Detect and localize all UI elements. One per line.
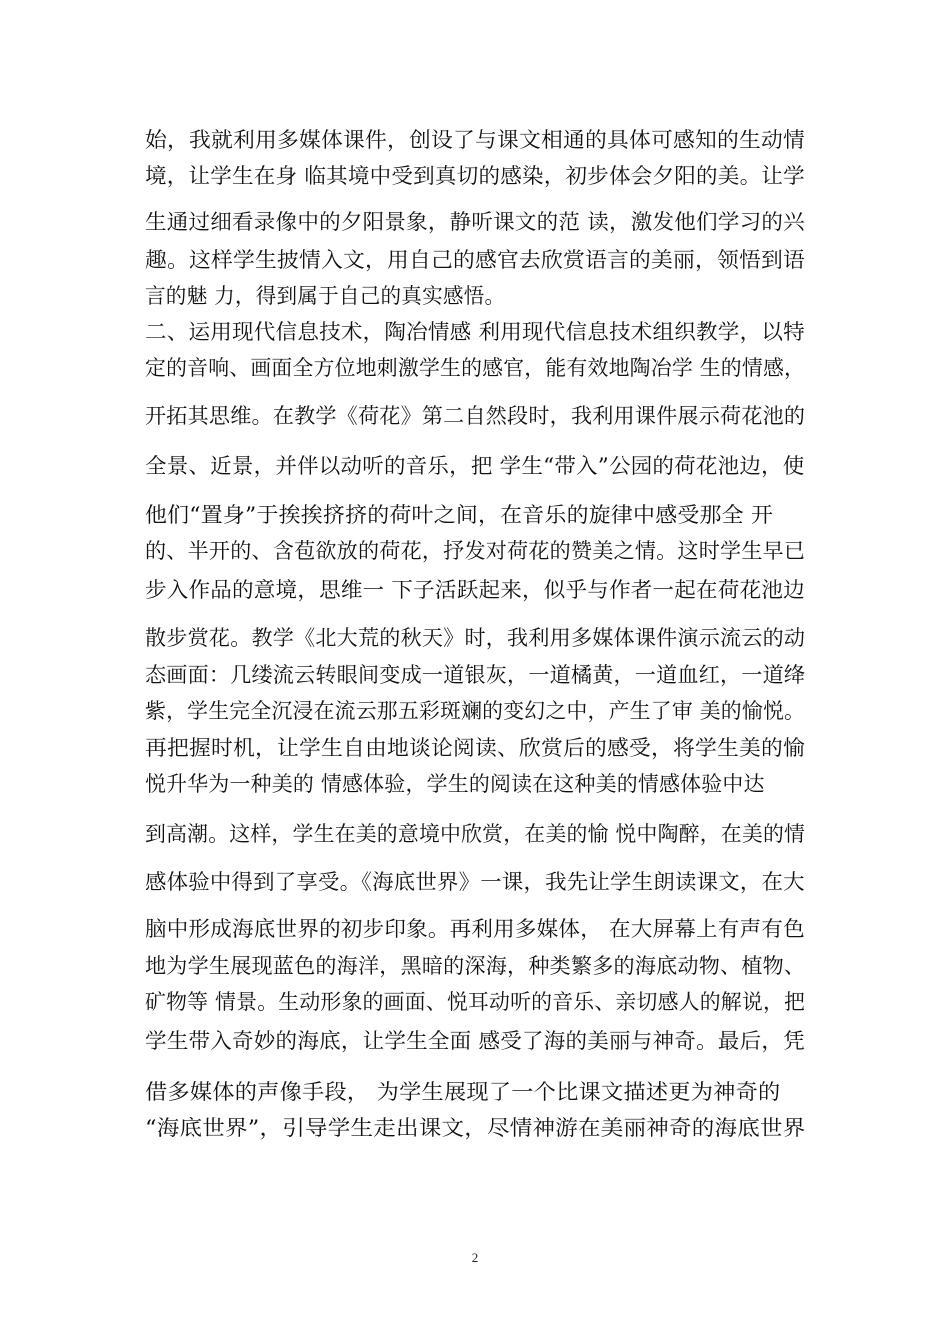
text-line: 全景、近景，并伴以动听的音乐，把 学生“带入”公园的荷花池边，使 [145, 454, 805, 478]
text-line: 始，我就利用多媒体课件，创设了与课文相通的具体可感知的生动情 [145, 128, 805, 152]
text-line: 感体验中得到了享受。《海底世界》一课，我先让学生朗读课文，在大 [145, 870, 805, 894]
text-line: 态画面：几缕流云转眼间变成一道银灰，一道橘黄，一道血红，一道绛 [145, 663, 806, 687]
text-line: 二、运用现代信息技术，陶冶情感 利用现代信息技术组织教学，以特 [145, 320, 805, 344]
text-line: 步入作品的意境，思维一 下子活跃起来，似乎与作者一起在荷花池边 [145, 578, 805, 602]
text-line: 境，让学生在身 临其境中受到真切的感染，初步体会夕阳的美。让学 [145, 164, 805, 188]
text-line: 定的音响、画面全方位地刺激学生的感官，能有效地陶冶学 生的情感， [145, 356, 806, 380]
text-line: 再把握时机，让学生自由地谈论阅读、欣赏后的感受，将学生美的愉 [145, 736, 805, 760]
page-number: 2 [471, 1250, 479, 1265]
text-line: 生通过细看录像中的夕阳景象，静听课文的范 读，激发他们学习的兴 [145, 210, 805, 234]
text-line: 言的魅 力，得到属于自己的真实感悟。 [145, 284, 506, 308]
text-line: 趣。这样学生披情入文，用自己的感官去欣赏语言的美丽，领悟到语 [145, 248, 805, 272]
text-line: 到高潮。这样，学生在美的意境中欣赏，在美的愉 悦中陶醉，在美的情 [145, 822, 806, 846]
text-line: 的、半开的、含苞欲放的荷花，抒发对荷花的赞美之情。这时学生早已 [145, 539, 806, 563]
text-line: 地为学生展现蓝色的海洋，黑暗的深海，种类繁多的海底动物、植物、 [145, 954, 806, 978]
text-line: “海底世界”，引导学生走出课文，尽情神游在美丽神奇的海底世界 [145, 1116, 806, 1140]
text-line: 散步赏花。教学《北大荒的秋天》时，我利用多媒体课件演示流云的动 [145, 626, 806, 650]
text-line: 开拓其思维。在教学《荷花》第二自然段时，我利用课件展示荷花池的 [145, 404, 806, 428]
text-line: 脑中形成海底世界的初步印象。再利用多媒体， 在大屏幕上有声有色 [145, 917, 805, 941]
text-line: 借多媒体的声像手段， 为学生展现了一个比课文描述更为神奇的 [145, 1080, 781, 1104]
text-line: 学生带入奇妙的海底，让学生全面 感受了海的美丽与神奇。最后，凭 [145, 1029, 805, 1053]
text-line: 悦升华为一种美的 情感体验，学生的阅读在这种美的情感体验中达 [145, 772, 765, 796]
text-line: 他们“置身”于挨挨挤挤的荷叶之间，在音乐的旋律中感受那全 开 [145, 503, 774, 527]
text-line: 紫，学生完全沉浸在流云那五彩斑斓的变幻之中，产生了审 美的愉悦。 [145, 699, 806, 723]
text-line: 矿物等 情景。生动形象的画面、悦耳动听的音乐、亲切感人的解说，把 [145, 990, 806, 1014]
